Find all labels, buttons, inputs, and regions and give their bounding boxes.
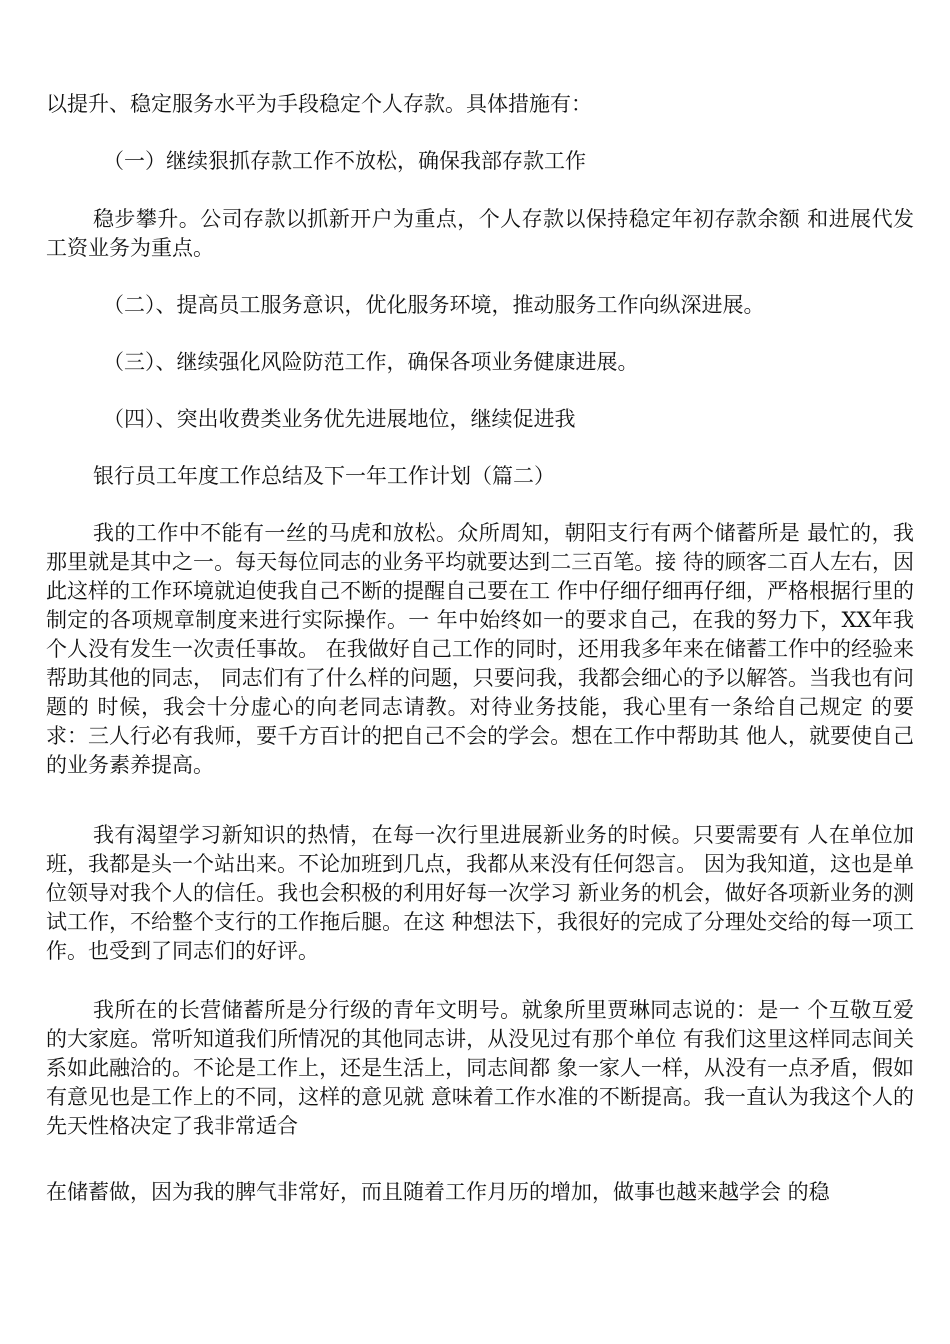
paragraph-deposit-growth: 稳步攀升。公司存款以抓新开户为重点，个人存款以保持稳定年初存款余额 和进展代发工资业务为重点。 [46,207,914,260]
paragraph-branch-team: 我所在的长营储蓄所是分行级的青年文明号。就象所里贾琳同志说的：是一 个互敬互爱的大家庭。常听知道我们所情况的其他同志讲，从没见过有那个单位 有我们这里这样同志间关系如此融洽的。不论是工作上，还是生活上，同志间都 象一家人一样，从没有一点矛盾，假如有意见也是工作上的不同，这样的意见就 意味着工作水准的不断提高。我一直认为我这个人的先天性格决定了我非常适合 [46,998,914,1138]
paragraph-work-diligence: 我的工作中不能有一丝的马虎和放松。众所周知，朝阳支行有两个储蓄所是 最忙的，我那里就是其中之一。每天每位同志的业务平均就要达到二三百笔。接 待的顾客二百人左右，因此这样的工作环境就迫使我自己不断的提醒自己要在工 作中仔细仔细再仔细，严格根据行里的制定的各项规章制度来进行实际操作。一 年中始终如一的要求自己，在我的努力下，XX年我个人没有发生一次责任事故。 在我做好自己工作的同时，还用我多年来在储蓄工作中的经验来帮助其他的同志， 同志们有了什么样的问题，只要问我，我都会细心的予以解答。当我也有问题的 时候，我会十分虚心的向老同志请教。对待业务技能，我心里有一条给自己规定 的要求：三人行必有我师，要千方百计的把自己不会的学会。想在工作中帮助其 他人，就要使自己的业务素养提高。 [46,521,914,777]
paragraph-item-two: （二）、提高员工服务意识，优化服务环境，推动服务工作向纵深进展。 [103,293,765,317]
section-heading-part-two: 银行员工年度工作总结及下一年工作计划（篇二） [93,464,555,488]
paragraph-measures-intro: 以提升、稳定服务水平为手段稳定个人存款。具体措施有： [46,92,592,116]
paragraph-savings-continued: 在储蓄做，因为我的脾气非常好，而且随着工作月历的增加，做事也越来越学会 的稳 [46,1180,830,1204]
paragraph-learning-enthusiasm: 我有渴望学习新知识的热情，在每一次行里进展新业务的时候。只要需要有 人在单位加班，我都是头一个站出来。不论加班到几点，我都从来没有任何怨言。 因为我知道，这也是单位领导对我个人的信任。我也会积极的利用好每一次学习 新业务的机会，做好各项新业务的测试工作，不给整个支行的工作拖后腿。在这 种想法下，我很好的完成了分理处交给的每一项工作。也受到了同志们的好评。 [46,823,914,963]
paragraph-item-one: （一）继续狠抓存款工作不放松，确保我部存款工作 [103,149,586,173]
paragraph-item-three: （三）、继续强化风险防范工作，确保各项业务健康进展。 [103,350,639,374]
paragraph-item-four: （四）、突出收费类业务优先进展地位，继续促进我 [103,407,576,431]
